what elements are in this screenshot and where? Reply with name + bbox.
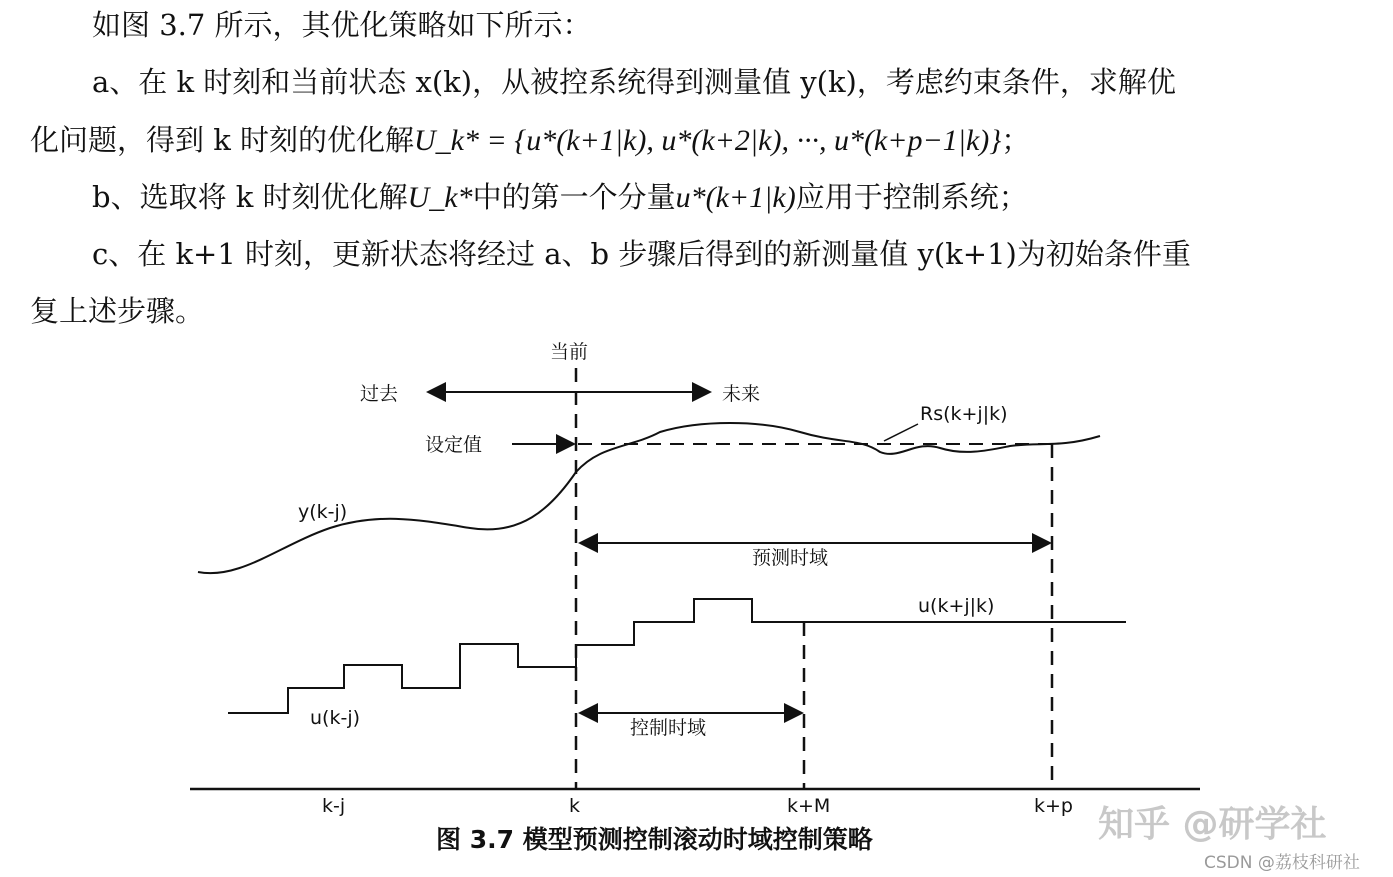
- text-line-2: a、在 k 时刻和当前状态 x(k)，从被控系统得到测量值 y(k)，考虑约束条件，求解优: [92, 65, 1176, 99]
- figure-caption: 图 3.7 模型预测控制滚动时域控制策略: [436, 825, 873, 854]
- label-future: 未来: [722, 383, 761, 405]
- text-line-6: 复上述步骤。: [30, 294, 205, 328]
- label-prediction-horizon: 预测时域: [752, 547, 829, 569]
- zhihu-watermark: 知乎 @研学社: [1098, 804, 1327, 845]
- text-line-4-prefix: b、选取将 k 时刻优化解: [92, 180, 408, 214]
- label-u-kjk: u(k+j|k): [918, 595, 995, 617]
- text-line-4-suffix: 应用于控制系统；: [795, 180, 1028, 214]
- label-current: 当前: [550, 341, 589, 363]
- label-past: 过去: [360, 383, 399, 405]
- label-u-kj: u(k-j): [310, 707, 361, 729]
- label-y-kj: y(k-j): [298, 501, 348, 523]
- label-setpoint: 设定值: [425, 434, 483, 456]
- text-line-3-prefix: 化问题，得到 k 时刻的优化解: [30, 123, 415, 157]
- text-line-1: 如图 3.7 所示，其优化策略如下所示：: [92, 8, 592, 42]
- csdn-watermark: CSDN @荔枝科研社: [1204, 853, 1360, 873]
- text-line-3-suffix: ；: [1001, 123, 1031, 157]
- first-component-formula: u*(k+1|k): [675, 181, 796, 214]
- text-line-4-mid: 中的第一个分量: [472, 180, 676, 214]
- tick-k-j: k-j: [322, 795, 346, 817]
- tick-k-plus-m: k+M: [787, 795, 831, 817]
- label-rs: Rs(k+j|k): [920, 403, 1008, 425]
- rs-pointer: [884, 424, 918, 441]
- output-curve: [198, 423, 1100, 573]
- text-line-5: c、在 k+1 时刻，更新状态将经过 a、b 步骤后得到的新测量值 y(k+1)为初始条件重: [92, 237, 1191, 271]
- optimal-solution-symbol: U_k*: [407, 181, 473, 214]
- tick-k: k: [569, 795, 581, 817]
- optimal-solution-formula: U_k* = {u*(k+1|k), u*(k+2|k), ···, u*(k+p−1|k)}: [414, 124, 1002, 157]
- label-control-horizon: 控制时域: [630, 717, 707, 739]
- tick-k-plus-p: k+p: [1034, 795, 1073, 817]
